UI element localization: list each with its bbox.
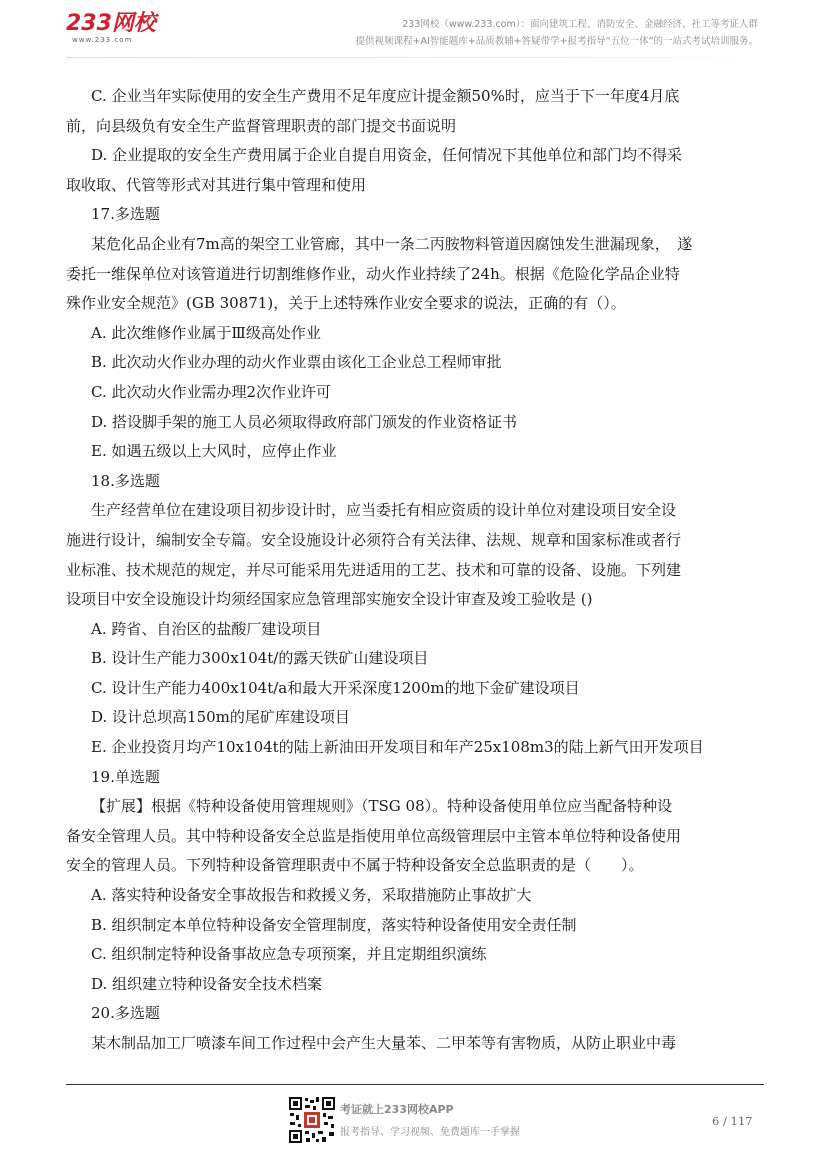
site-logo[interactable]: [66, 12, 156, 44]
page-header: [0, 0, 830, 60]
text-line: A. 落实特种设备安全事故报告和救援义务，采取措施防止事故扩大: [91, 886, 532, 905]
text-line: C. 此次动火作业需办理2次作业许可: [91, 382, 332, 401]
text-line: 18.多选题: [91, 471, 160, 490]
text-line: 委托一维保单位对该管道进行切割维修作业，动火作业持续了24h。根据《危险化学品企业特: [66, 264, 680, 283]
text-line: 某危化品企业有7m高的架空工业管廊，其中一条二丙胺物料管道因腐蚀发生泄漏现象， 遂: [91, 234, 693, 253]
header-line-1: 233网校（www.233.com）：面向建筑工程、消防安全、金融经济、社工等考证人群: [402, 19, 758, 30]
logo-url: www.233.com: [72, 36, 133, 44]
text-line: 备安全管理人员。其中特种设备安全总监是指使用单位高级管理层中主管本单位特种设备使用: [66, 826, 682, 845]
text-line: 19.单选题: [91, 767, 160, 786]
text-line: 业标准、技术规范的规定，并尽可能采用先进适用的工艺、技术和可靠的设备、设施。下列建: [66, 560, 682, 579]
logo-text: 233网校: [66, 11, 156, 36]
text-line: 安全的管理人员。下列特种设备管理职责中不属于特种设备安全总监职责的是（ ）。: [66, 856, 644, 875]
text-line: 17.多选题: [91, 205, 160, 224]
qr-code-icon[interactable]: [288, 1096, 336, 1144]
text-line: C. 企业当年实际使用的安全生产费用不足年度应计提金额50%时，应当于下一年度4月底: [91, 87, 680, 105]
text-line: B. 设计生产能力300x104t/的露天铁矿山建设项目: [91, 649, 429, 668]
footer-app-subtitle: 报考指导、学习视频、免费题库一手掌握: [340, 1127, 520, 1138]
text-line: A. 跨省、自治区的盐酸厂建设项目: [91, 619, 322, 638]
text-line: E. 如遇五级以上大风时，应停止作业: [91, 442, 337, 461]
text-line: 20.多选题: [91, 1004, 160, 1023]
page-number: 6 / 117: [712, 1114, 753, 1128]
text-line: 某木制品加工厂喷漆车间工作过程中会产生大量苯、二甲苯等有害物质，从防止职业中毒: [91, 1034, 677, 1052]
text-line: C. 组织制定特种设备事故应急专项预案，并且定期组织演练: [91, 945, 487, 964]
footer-divider: [66, 1084, 764, 1085]
text-line: E. 企业投资月均产10x104t的陆上新油田开发项目和年产25x108m3的陆上新气田开发项目: [91, 738, 704, 757]
text-line: 生产经营单位在建设项目初步设计时，应当委托有相应资质的设计单位对建设项目安全设: [91, 501, 677, 520]
text-line: 【扩展】根据《特种设备使用管理规则》（TSG 08）。特种设备使用单位应当配备特种设: [91, 797, 673, 816]
text-line: A. 此次维修作业属于Ⅲ级高处作业: [91, 323, 321, 342]
header-divider: [66, 57, 766, 58]
header-line-2: 提供视频课程+AI智能题库+品质教辅+答疑带学+报考指导“五位一体”的一站式考试培训服务。: [355, 36, 758, 47]
text-line: D. 搭设脚手架的施工人员必须取得政府部门颁发的作业资格证书: [91, 412, 518, 431]
text-line: 前，向县级负有安全生产监督管理职责的部门提交书面说明: [66, 116, 457, 135]
footer-app-title: 考证就上233网校APP: [340, 1103, 454, 1116]
document-body: [66, 82, 766, 1059]
text-line: 施进行设计，编制安全专篇。安全设施设计必须符合有关法律、法规、规章和国家标准或者行: [66, 530, 682, 549]
text-line: C. 设计生产能力400x104t/a和最大开采深度1200m的地下金矿建设项目: [91, 678, 580, 697]
text-line: 殊作业安全规范》(GB 30871)，关于上述特殊作业安全要求的说法，正确的有（）。: [66, 294, 626, 313]
text-line: B. 组织制定本单位特种设备安全管理制度，落实特种设备使用安全责任制: [91, 915, 577, 934]
text-line: B. 此次动火作业办理的动火作业票由该化工企业总工程师审批: [91, 353, 502, 372]
header-description: [356, 16, 759, 50]
text-line: D. 设计总坝高150m的尾矿库建设项目: [91, 708, 350, 727]
text-line: 取收取、代管等形式对其进行集中管理和使用: [66, 175, 367, 194]
text-line: D. 组织建立特种设备安全技术档案: [91, 974, 323, 993]
text-line: D. 企业提取的安全生产费用属于企业自提自用资金，任何情况下其他单位和部门均不得采: [91, 146, 683, 165]
text-line: 设项目中安全设施设计均须经国家应急管理部实施安全设计审查及竣工验收是 (): [66, 590, 593, 609]
